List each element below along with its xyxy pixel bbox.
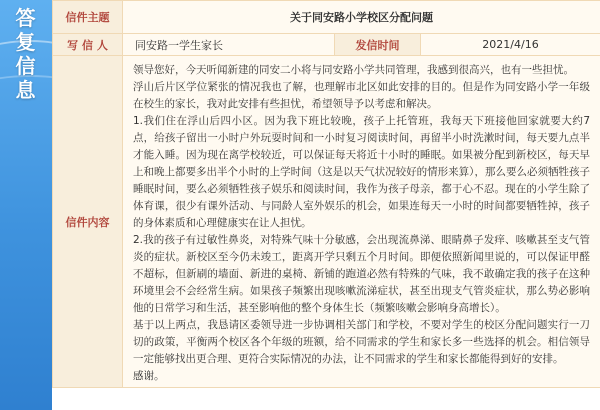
content-paragraph: 感谢。 [133,370,165,382]
sender-value: 同安路一学生家长 [123,34,335,56]
content-paragraph: 领导您好，今天听闻新建的同安二小将与同安路小学共同管理，我感到很高兴，也有一些担忧。 [133,64,574,76]
content-paragraph: 1.我们住在浮山后四小区。因为我下班比较晚，孩子上托管班，我每天下班接他回家就要大约7点，给孩子留出一小时户外玩耍时间和一小时复习阅读时间，再留半小时洗漱时间，每天要九点半才能入睡。因为现在离学校较近，可以保证每天将近十小时的睡眠。如果被分配到新校区，每天早上和晚上都要多出半个小时的上学时间（这是以天气状况较好的情形来算），那么要么必须牺牲孩子睡眠时间，要么必须牺牲孩子娱乐和阅读时间，我作为孩子母亲，都于心不忍。现在的小学生除了体育课，很少有课外活动、与同龄人室外娱乐的机会，如果连每天一小时的时间都要牺牲掉，孩子的身体素质和心理健康实在让人担忧。 [133,115,590,229]
content-paragraph: 浮山后片区学位紧张的情况我也了解，也理解市北区如此安排的目的。但是作为同安路小学一年级在校生的家长，我对此安排有些担忧，希望领导予以考虑和解决。 [133,81,590,110]
sidebar-title-char: 信 [15,54,37,78]
sender-label: 写 信 人 [53,34,123,56]
sidebar-title-char: 答 [15,6,37,30]
letter-table [52,0,600,388]
sidebar-title-char: 复 [15,30,37,54]
content-label: 信件内容 [53,56,123,388]
sender-row [53,34,600,56]
content-row [53,56,600,388]
content-paragraph: 2.我的孩子有过敏性鼻炎，对特殊气味十分敏感，会出现流鼻涕、眼睛鼻子发痒、咳嗽甚至支气管炎的症状。新校区至今仍未竣工，距离开学只剩五个月时间。即便依照新闻里说的，可以保证甲醛不超标，但新刷的墙面、新进的桌椅、新铺的跑道必然有特殊的气味，我不敢确定我的孩子在这种环境里会不会经常生病。如果孩子频繁出现咳嗽流涕症状，甚至出现支气管炎症状，那么势必影响他的日常学习和生活，甚至影响他的整个身体生长（频繁咳嗽会影响身高增长）。 [133,234,590,314]
subject-label: 信件主题 [53,1,123,34]
sidebar-banner [0,0,52,410]
subject-value: 关于同安路小学校区分配问题 [123,1,600,34]
date-value: 2021/4/16 [421,34,600,56]
content-paragraph: 基于以上两点，我恳请区委领导进一步协调相关部门和学校，不要对学生的校区分配问题实行一刀切的政策，平衡两个校区各个年级的班额，给不同需求的学生和家长多一些选择的机会。相信领导一定能够找出更合理、更符合实际情况的办法，让不同需求的学生和家长都能得到好的安排。 [133,319,590,365]
date-label: 发信时间 [335,34,421,56]
subject-row [53,1,600,34]
sidebar-title-char: 息 [15,78,37,102]
sidebar-title [4,6,48,102]
letter-content [123,56,600,388]
